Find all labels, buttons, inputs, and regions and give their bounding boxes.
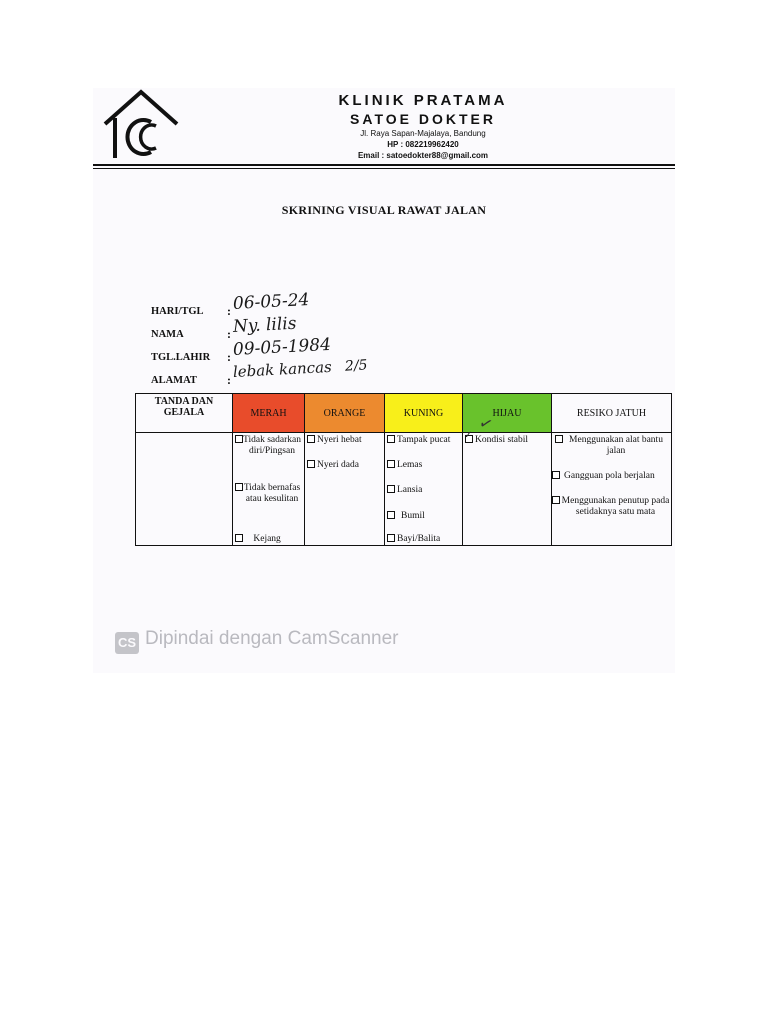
merah-item: Kejang: [235, 534, 301, 545]
checkbox[interactable]: [307, 435, 315, 443]
kuning-item: Bumil: [387, 511, 425, 522]
scanned-document: KLINIK PRATAMA SATOE DOKTER Jl. Raya Sapan-Majalaya, Bandung HP : 082219962420 Email : satoedokter88@gmail.com SKRINING VISUAL RAWAT JALAN HARI/TGL : 06-05-24 NAMA : Ny. lilis TGL.LAHIR : 09-05-1984 ALAMAT : lebak kancas 2/5 TANDA DAN GEJALA MERAH ORANGE KUNING HIJAU RESIKO JATUH Tidak sadarkan diri/Pingsan Tidak bernafas atau kesulitan Kejang Nyeri hebat Nyeri dada Tampak pucat Lemas Lansia Bumil Bayi/Balita ✓ ✓Kondisi stabil Menggunakan alat bantu jalan Gangguan pola berjalan Menggunakan penutup pada setidaknya satu mata CS Dipindai dengan CamScanner: [93, 88, 675, 673]
checkbox[interactable]: [235, 483, 243, 491]
camscanner-watermark: [115, 628, 399, 654]
checkbox[interactable]: [387, 534, 395, 542]
hijau-cell: [463, 414, 552, 546]
checkbox[interactable]: [552, 471, 560, 479]
merah-item: Tidak sadarkan diri/Pingsan: [235, 435, 301, 457]
resiko-item: Gangguan pola berjalan: [552, 471, 670, 482]
kuning-item: Lansia: [387, 485, 422, 496]
field-label: ALAMAT: [151, 375, 197, 386]
form-title: SKRINING VISUAL RAWAT JALAN: [281, 203, 487, 217]
clinic-name-line1: KLINIK PRATAMA: [338, 92, 508, 109]
field-value-handwritten: 09-05-1984: [232, 334, 332, 360]
checkbox[interactable]: [387, 511, 395, 519]
hijau-item: ✓ ✓Kondisi stabil: [465, 435, 528, 446]
gejala-cell: [136, 433, 233, 546]
watermark-text: Dipindai dengan CamScanner: [145, 628, 399, 649]
camscanner-icon: CS: [115, 632, 139, 654]
kuning-item: Lemas: [387, 460, 422, 471]
field-label: TGL.LAHIR: [151, 352, 211, 363]
kuning-item: Tampak pucat: [387, 435, 450, 446]
field-value-handwritten: lebak kancas: [232, 357, 333, 381]
header-rule-thick: [93, 164, 675, 166]
orange-cell: [305, 433, 385, 546]
orange-item: Nyeri hebat: [307, 435, 362, 446]
merah-item: Tidak bernafas atau kesulitan: [235, 483, 301, 505]
checkbox[interactable]: [307, 460, 315, 468]
header-hijau: HIJAU: [463, 394, 552, 433]
field-label: NAMA: [151, 329, 184, 340]
field-value-handwritten: Ny. lilis: [232, 313, 297, 337]
field-label: HARI/TGL: [151, 306, 204, 317]
header-kuning: KUNING: [385, 394, 463, 433]
header-rule-thin: [93, 168, 675, 169]
letterhead: [273, 92, 573, 160]
header-resiko-jatuh: RESIKO JATUH: [552, 394, 672, 433]
checkbox[interactable]: [552, 496, 560, 504]
orange-item: Nyeri dada: [307, 460, 359, 471]
header-orange: ORANGE: [305, 394, 385, 433]
clinic-phone: HP : 082219962420: [387, 140, 459, 149]
checkbox-checked[interactable]: [465, 435, 473, 443]
merah-cell: [233, 433, 305, 546]
clinic-logo: [101, 88, 181, 162]
clinic-email: Email : satoedokter88@gmail.com: [357, 151, 489, 160]
resiko-item: Menggunakan penutup pada setidaknya satu mata: [552, 496, 670, 518]
checkbox[interactable]: [235, 435, 243, 443]
resiko-cell: [552, 433, 672, 546]
field-value-handwritten: 06-05-24: [232, 290, 310, 314]
checkbox[interactable]: [235, 534, 243, 542]
kuning-item: Bayi/Balita: [387, 534, 440, 545]
header-tanda-gejala: TANDA DAN GEJALA: [136, 394, 233, 433]
resiko-item: Menggunakan alat bantu jalan: [555, 435, 667, 457]
kuning-cell: [385, 433, 463, 546]
header-merah: MERAH: [233, 394, 305, 433]
triage-table: [135, 393, 672, 546]
checkbox[interactable]: [387, 435, 395, 443]
checkbox[interactable]: [387, 485, 395, 493]
checkbox[interactable]: [555, 435, 563, 443]
clinic-name-line2: SATOE DOKTER: [350, 111, 496, 127]
checkbox[interactable]: [387, 460, 395, 468]
address-rt-rw-handwritten: 2/5: [344, 357, 369, 375]
handwritten-check-icon: ✓: [476, 414, 495, 435]
clinic-address: Jl. Raya Sapan-Majalaya, Bandung: [360, 129, 486, 138]
